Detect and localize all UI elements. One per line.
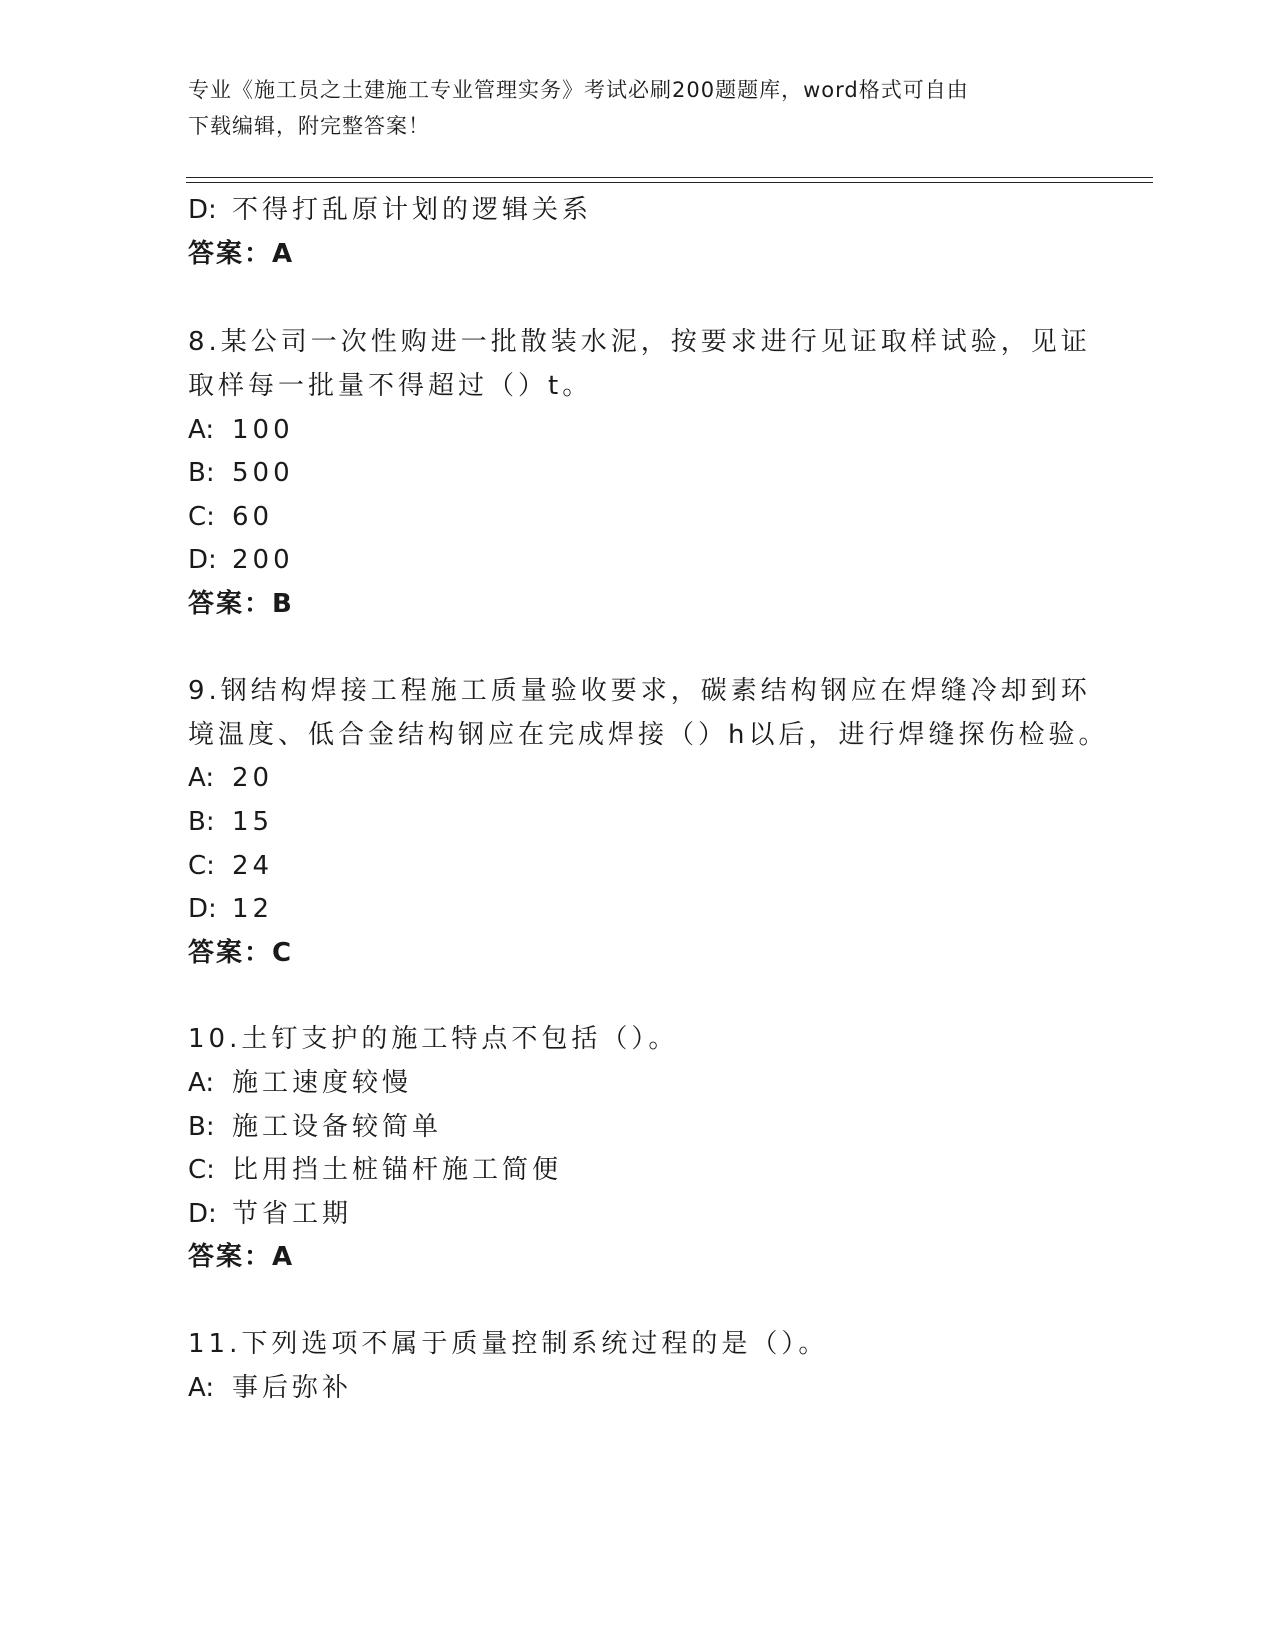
question-11-option-a <box>188 1371 352 1405</box>
question-9-option-b <box>188 805 273 839</box>
option-text: 不得打乱原计划的逻辑关系 <box>232 195 593 225</box>
option-letter: D: <box>188 894 217 924</box>
option-letter: A: <box>188 763 215 793</box>
question-9-option-d <box>188 892 273 926</box>
question-9-answer: 答案：C <box>188 938 294 968</box>
option-text: 200 <box>232 545 294 575</box>
option-letter: C: <box>188 851 215 881</box>
question-10-option-c <box>188 1153 562 1187</box>
question-10-option-d <box>188 1197 352 1231</box>
option-text: 12 <box>232 894 274 924</box>
option-d-prev <box>188 193 592 227</box>
option-text: 施工速度较慢 <box>232 1068 413 1098</box>
question-8-stem-line2: 取样每一批量不得超过（）t。 <box>188 371 593 401</box>
question-10-answer: 答案：A <box>188 1242 295 1272</box>
option-text: 100 <box>232 415 294 445</box>
question-8-option-a <box>188 413 294 447</box>
option-letter: A: <box>188 1373 215 1403</box>
option-letter: C: <box>188 502 215 532</box>
question-8-option-c <box>188 500 273 534</box>
question-10-option-a <box>188 1066 412 1100</box>
question-9-stem-line1: 9.钢结构焊接工程施工质量验收要求，碳素结构钢应在焊缝冷却到环 <box>188 676 1091 706</box>
header-divider-bottom <box>186 182 1153 183</box>
header-line-1: 专业《施工员之土建施工专业管理实务》考试必刷200题题库，word格式可自由 <box>188 78 969 102</box>
header-divider-top <box>186 177 1153 178</box>
option-letter: D: <box>188 1199 217 1229</box>
option-text: 节省工期 <box>232 1199 353 1229</box>
option-text: 60 <box>232 502 274 532</box>
question-9-option-c <box>188 849 273 883</box>
option-letter: A: <box>188 1068 215 1098</box>
option-text: 500 <box>232 458 294 488</box>
option-text: 24 <box>232 851 274 881</box>
header-line-2: 下载编辑，附完整答案！ <box>188 114 430 138</box>
question-8-option-b <box>188 456 294 490</box>
question-11-stem: 11.下列选项不属于质量控制系统过程的是（）。 <box>188 1329 829 1359</box>
question-8-answer: 答案：B <box>188 589 294 619</box>
question-9-stem-line2: 境温度、低合金结构钢应在完成焊接（）h以后，进行焊缝探伤检验。 <box>188 720 1109 750</box>
question-9-option-a <box>188 761 273 795</box>
option-text: 事后弥补 <box>232 1373 353 1403</box>
option-text: 比用挡土桩锚杆施工简便 <box>232 1155 563 1185</box>
option-letter: C: <box>188 1155 215 1185</box>
option-text: 15 <box>232 807 274 837</box>
question-8-stem-line1: 8.某公司一次性购进一批散装水泥，按要求进行见证取样试验，见证 <box>188 327 1091 357</box>
question-10-stem: 10.土钉支护的施工特点不包括（）。 <box>188 1024 679 1054</box>
option-text: 施工设备较简单 <box>232 1112 443 1142</box>
document-header <box>188 72 1088 144</box>
option-text: 20 <box>232 763 274 793</box>
question-10-option-b <box>188 1110 442 1144</box>
option-letter: B: <box>188 458 215 488</box>
option-letter: B: <box>188 807 215 837</box>
option-letter: D: <box>188 545 217 575</box>
question-8-option-d <box>188 543 294 577</box>
option-letter: D: <box>188 195 217 225</box>
option-letter: A: <box>188 415 215 445</box>
option-letter: B: <box>188 1112 215 1142</box>
answer-prev: 答案：A <box>188 239 295 269</box>
